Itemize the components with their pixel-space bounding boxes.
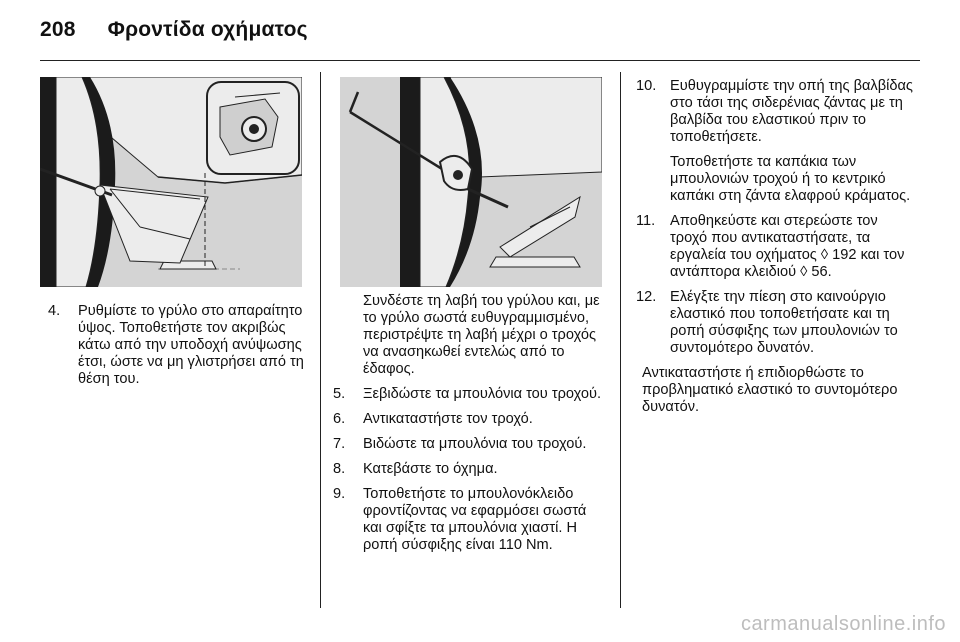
step-text: Ευθυγραμμίστε την οπή της βαλβίδας στο τάσι της σιδερένιας ζάντας με τη βαλβίδα του ελαστικού πριν το τοποθετήσετε.	[670, 78, 913, 145]
figure-jack-positioning	[40, 77, 302, 287]
header-rule	[40, 60, 920, 61]
step-number: 12.	[636, 289, 657, 305]
step-number: 4.	[48, 303, 61, 319]
step-12	[636, 289, 918, 357]
column-divider-1	[320, 72, 321, 608]
step-text: Βιδώστε τα μπουλόνια του τροχού.	[363, 436, 587, 452]
step-6	[333, 411, 607, 428]
step-4	[48, 303, 310, 388]
step-4-continued: Συνδέστε τη λαβή του γρύλου και, με το γρύλο σωστά ευθυγραμμισμένο, περιστρέψτε τη λαβή μέχρι ο τροχός να ανασηκωθεί εντελώς από το έδαφος.	[363, 293, 600, 377]
page-header	[40, 18, 308, 42]
step-number: 10.	[636, 78, 657, 94]
step-number: 9.	[333, 486, 346, 502]
step-text: Αντικαταστήστε τον τροχό.	[363, 411, 533, 427]
figure-jack-handle	[340, 77, 602, 287]
step-text: Αποθηκεύστε και στερεώστε τον τροχό που αντικαταστήσατε, τα εργαλεία του οχήματος ◊ 192 και τον αντάπτορα κλειδιού ◊ 56.	[670, 213, 905, 280]
step-9	[333, 486, 607, 554]
step-subtext: Τοποθετήστε τα καπάκια των μπουλονιών τροχού ή το κεντρικό καπάκι στη ζάντα ελαφρού κράματος.	[670, 154, 911, 204]
step-number: 11.	[636, 213, 656, 229]
column-1	[48, 303, 310, 396]
step-11	[636, 213, 918, 281]
page-number: 208	[40, 18, 76, 41]
column-3	[636, 78, 918, 424]
step-number: 5.	[333, 386, 346, 402]
watermark: carmanualsonline.info	[740, 613, 946, 635]
step-number: 7.	[333, 436, 346, 452]
step-5	[333, 386, 607, 403]
step-text: Κατεβάστε το όχημα.	[363, 461, 498, 477]
step-10	[636, 78, 918, 205]
step-number: 6.	[333, 411, 346, 427]
step-8	[333, 461, 607, 478]
step-text: Ρυθμίστε το γρύλο στο απαραίτητο ύψος. Τοποθετήστε τον ακριβώς κάτω από την υποδοχή ανύψωσης έτσι, ώστε να μη γλιστρήσει από τη θέση του.	[78, 303, 304, 387]
step-text: Τοποθετήστε το μπουλονόκλειδο φροντίζοντας να εφαρμόσει σωστά και σφίξτε τα μπουλόνια χιαστί. Η ροπή σύσφιξης είναι 110 Nm.	[363, 486, 587, 553]
step-7	[333, 436, 607, 453]
column-divider-2	[620, 72, 621, 608]
closing-note: Αντικαταστήστε ή επιδιορθώστε το προβληματικό ελαστικό το συντομότερο δυνατόν.	[642, 365, 898, 415]
step-text: Ελέγξτε την πίεση στο καινούργιο ελαστικό που τοποθετήσατε και τη ροπή σύσφιξης των μπουλονιών το συντομότερο δυνατόν.	[670, 289, 898, 356]
column-2	[333, 293, 607, 562]
page-title: Φροντίδα οχήματος	[107, 18, 308, 41]
step-text: Ξεβιδώστε τα μπουλόνια του τροχού.	[363, 386, 602, 402]
step-number: 8.	[333, 461, 346, 477]
